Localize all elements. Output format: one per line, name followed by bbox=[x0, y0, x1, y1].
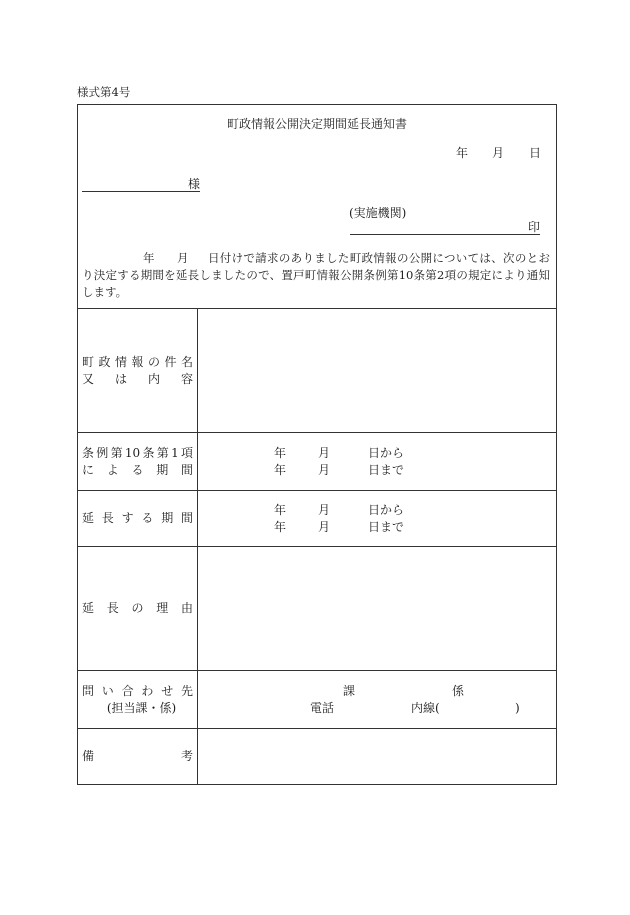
extended-period-from bbox=[198, 502, 556, 519]
ordinance-period-label-line-1: 条例第10条第1項 bbox=[82, 445, 193, 460]
row-ordinance-period bbox=[78, 433, 556, 491]
extended-until-year-label: 年 bbox=[274, 519, 287, 534]
notice-line-1-text: 日付けで請求のありました町政情報の公開については、次のとお bbox=[208, 251, 550, 265]
row-extension-reason bbox=[78, 547, 556, 671]
extended-period-until bbox=[198, 519, 556, 536]
ordinance-until-month-label: 月 bbox=[318, 462, 331, 477]
remarks-label bbox=[78, 729, 198, 784]
form-number: 様式第4号 bbox=[77, 85, 131, 99]
ordinance-period-label bbox=[78, 433, 198, 490]
extended-period-label bbox=[78, 491, 198, 546]
issuer-label: (実施機関) bbox=[349, 206, 407, 220]
extended-from-day-label: 日から bbox=[368, 502, 405, 517]
extended-period-label-line-1: 延長する期間 bbox=[82, 511, 193, 525]
ordinance-period-value bbox=[198, 433, 556, 490]
extended-until-month-label: 月 bbox=[318, 519, 331, 534]
contact-value bbox=[198, 671, 556, 728]
notice-body bbox=[82, 250, 550, 301]
extended-from-year-label: 年 bbox=[274, 502, 287, 517]
addressee-honorific: 様 bbox=[187, 177, 200, 191]
row-remarks bbox=[78, 729, 556, 784]
extended-period-value bbox=[198, 491, 556, 546]
issue-date-day-label: 日 bbox=[529, 146, 542, 160]
document-title: 町政情報公開決定期間延長通知書 bbox=[226, 117, 407, 131]
contact-label bbox=[78, 671, 198, 728]
ordinance-from-year-label: 年 bbox=[274, 445, 287, 460]
remarks-value bbox=[198, 729, 556, 784]
addressee-line bbox=[82, 177, 200, 192]
contact-extension-label: 内線( bbox=[411, 700, 440, 715]
notice-line-3: します。 bbox=[82, 285, 128, 299]
row-extended-period bbox=[78, 491, 556, 547]
ordinance-until-day-label: 日まで bbox=[368, 462, 405, 477]
information-subject-label bbox=[78, 309, 198, 432]
notice-line-2: り決定する期間を延長しましたので、置戸町情報公開条例第10条第2項の規定により通知 bbox=[82, 268, 550, 282]
contact-phone-line bbox=[198, 700, 556, 717]
extended-until-day-label: 日まで bbox=[368, 519, 405, 534]
issuer-signature-line bbox=[350, 221, 540, 235]
contact-label-line-1: 問い合わせ先 bbox=[82, 683, 193, 698]
ordinance-period-label-line-2: による期間 bbox=[82, 462, 193, 477]
row-information-subject bbox=[78, 309, 556, 433]
issue-date-year-label: 年 bbox=[456, 146, 469, 160]
extension-reason-label bbox=[78, 547, 198, 670]
remarks-label-line-1: 備考 bbox=[82, 749, 193, 763]
contact-unit-label: 係 bbox=[452, 683, 465, 698]
notice-header bbox=[78, 105, 556, 308]
ordinance-from-month-label: 月 bbox=[318, 445, 331, 460]
contact-department-line bbox=[198, 683, 556, 700]
contact-section-label: 課 bbox=[343, 683, 356, 698]
contact-label-line-2: (担当課・係) bbox=[106, 700, 177, 715]
ordinance-period-from bbox=[198, 445, 556, 462]
row-contact bbox=[78, 671, 556, 729]
information-subject-label-line-2: 又は内容 bbox=[82, 371, 193, 386]
information-subject-value bbox=[198, 309, 556, 432]
information-subject-label-line-1: 町政情報の件名 bbox=[82, 354, 193, 369]
ordinance-until-year-label: 年 bbox=[274, 462, 287, 477]
request-date-year-label: 年 bbox=[143, 251, 155, 265]
extension-notice-form bbox=[77, 104, 557, 785]
seal-mark: 印 bbox=[527, 220, 540, 234]
extension-reason-value bbox=[198, 547, 556, 670]
contact-extension-close: ) bbox=[515, 700, 520, 715]
request-date-month-label: 月 bbox=[177, 251, 189, 265]
contact-phone-label: 電話 bbox=[310, 700, 335, 715]
ordinance-from-day-label: 日から bbox=[368, 445, 405, 460]
notice-line-1 bbox=[82, 250, 550, 267]
extended-from-month-label: 月 bbox=[318, 502, 331, 517]
notice-table bbox=[78, 308, 556, 784]
issue-date-month-label: 月 bbox=[492, 146, 505, 160]
extension-reason-label-line-1: 延長の理由 bbox=[82, 601, 193, 615]
ordinance-period-until bbox=[198, 462, 556, 479]
